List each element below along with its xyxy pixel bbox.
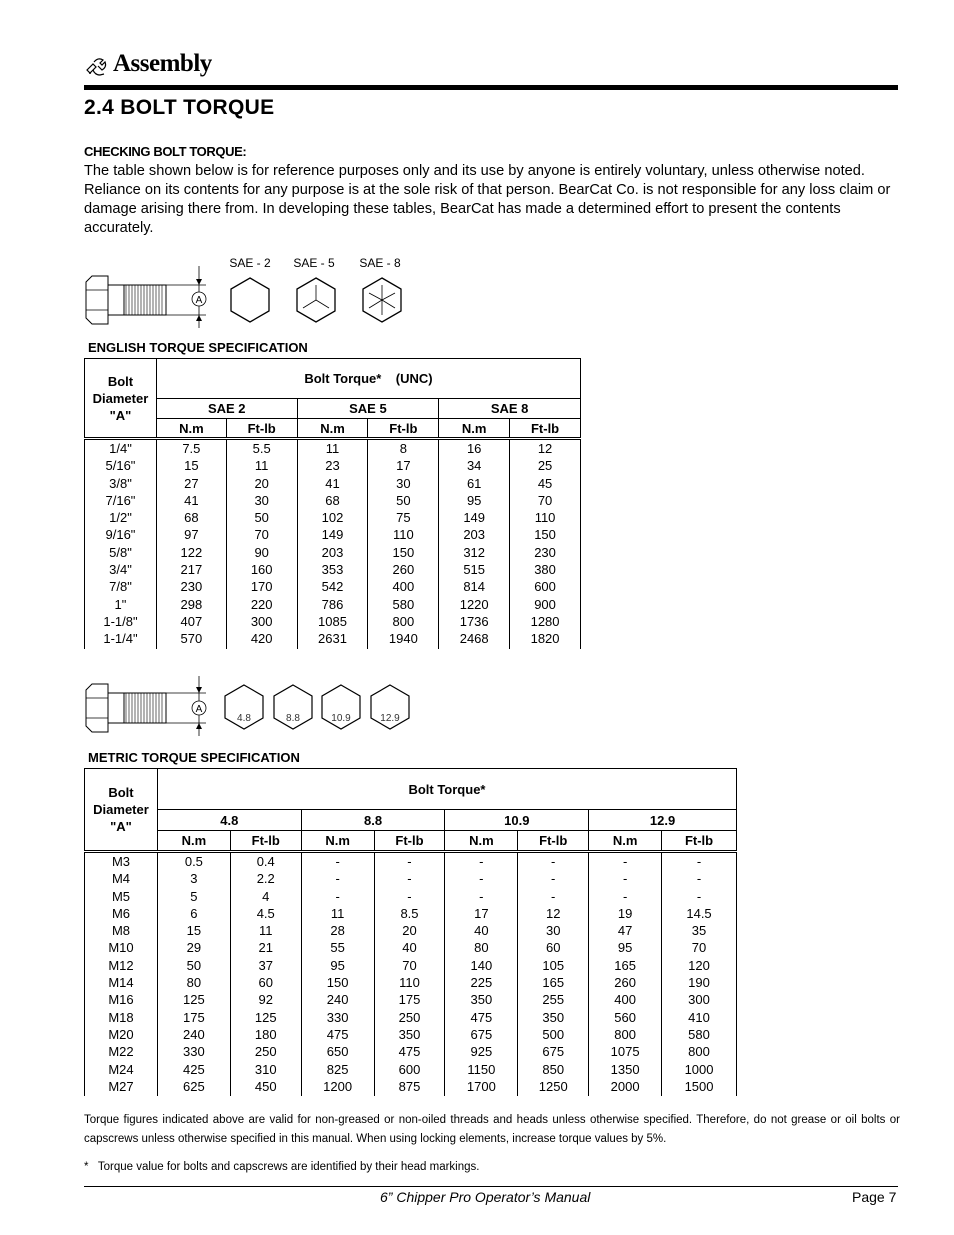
- torque-value-cell: 310: [254, 1061, 277, 1077]
- metric-table-label: METRIC TORQUE SPECIFICATION: [88, 750, 300, 765]
- torque-value-cell: 600: [534, 579, 556, 595]
- torque-value-cell: 475: [326, 1026, 349, 1042]
- torque-value-cell: 2631: [318, 631, 347, 647]
- torque-value-cell: 0.5: [184, 854, 203, 869]
- torque-value-cell: 150: [392, 544, 415, 560]
- torque-value-cell: 5: [190, 888, 198, 904]
- bolt-size-cell: M24: [108, 1061, 134, 1077]
- torque-value-cell: 70: [691, 940, 707, 956]
- torque-value-cell: 800: [614, 1026, 636, 1042]
- torque-value-cell: 230: [534, 544, 556, 560]
- torque-value-cell: 1085: [318, 613, 347, 629]
- unit-header: N.m: [589, 831, 662, 852]
- data-column: [510, 439, 581, 649]
- grade-header-row: [85, 810, 737, 831]
- english-bolt-diagram: [80, 252, 440, 332]
- bolt-size-cell: M14: [108, 975, 134, 991]
- unit-header: Ft-lb: [374, 831, 445, 852]
- torque-value-cell: 650: [326, 1044, 349, 1060]
- torque-value-cell: -: [622, 854, 628, 869]
- torque-value-cell: 17: [474, 905, 489, 921]
- torque-value-cell: -: [622, 888, 628, 904]
- torque-value-cell: 500: [542, 1026, 565, 1042]
- grade-header: 12.9: [589, 810, 737, 831]
- torque-value-cell: 675: [470, 1026, 493, 1042]
- unit-header: N.m: [297, 419, 368, 439]
- torque-value-cell: 925: [470, 1044, 493, 1060]
- torque-value-cell: 50: [396, 492, 411, 508]
- torque-value-cell: 350: [470, 992, 493, 1008]
- grade-header: SAE 8: [439, 399, 581, 419]
- torque-value-cell: 8: [399, 441, 407, 456]
- bolt-size-cell: M4: [111, 871, 130, 887]
- unit-header: N.m: [439, 419, 510, 439]
- torque-value-cell: 17: [396, 458, 411, 474]
- data-column: [518, 852, 589, 1097]
- torque-value-cell: 542: [321, 579, 344, 595]
- torque-value-cell: -: [335, 854, 340, 869]
- subheading: CHECKING BOLT TORQUE:: [84, 144, 247, 159]
- grade-header: SAE 2: [156, 399, 297, 419]
- torque-value-cell: 27: [184, 475, 199, 491]
- bolt-torque-header: Bolt Torque* (UNC): [156, 359, 580, 399]
- torque-value-cell: 580: [688, 1026, 710, 1042]
- torque-value-cell: -: [551, 888, 556, 904]
- torque-value-cell: 90: [254, 544, 269, 560]
- torque-value-cell: 140: [470, 957, 493, 973]
- torque-value-cell: 125: [183, 992, 205, 1008]
- torque-value-cell: -: [696, 854, 702, 869]
- torque-value-cell: 260: [614, 975, 636, 991]
- bolt-size-cell: M27: [108, 1078, 134, 1094]
- torque-value-cell: 380: [534, 562, 556, 578]
- head-marking-footnote: * Torque value for bolts and capscrews are identified by their head markings.: [84, 1161, 480, 1173]
- torque-value-cell: 675: [542, 1044, 565, 1060]
- torque-value-cell: 11: [258, 923, 273, 939]
- torque-value-cell: -: [696, 888, 702, 904]
- torque-value-cell: 8.5: [400, 905, 419, 921]
- bolt-size-cell: 1-1/8": [103, 613, 138, 629]
- torque-value-cell: 1200: [323, 1078, 353, 1094]
- torque-value-cell: 1220: [459, 596, 489, 612]
- torque-value-cell: 11: [330, 905, 345, 921]
- torque-value-cell: -: [407, 871, 412, 887]
- data-column: [445, 852, 518, 1097]
- torque-value-cell: 68: [184, 510, 199, 526]
- grade-header: SAE 5: [297, 399, 439, 419]
- bolt-torque-header: Bolt Torque*: [157, 769, 736, 810]
- unit-header: N.m: [445, 831, 518, 852]
- bolt-size-cell: 1": [114, 596, 127, 612]
- torque-value-cell: -: [335, 888, 340, 904]
- torque-value-cell: 25: [537, 458, 553, 474]
- torque-value-cell: 515: [463, 562, 486, 578]
- manual-title: 6” Chipper Pro Operator’s Manual: [380, 1189, 591, 1205]
- torque-value-cell: 475: [398, 1044, 421, 1060]
- torque-value-cell: 97: [184, 527, 199, 543]
- torque-value-cell: 225: [470, 975, 493, 991]
- torque-value-cell: 23: [325, 458, 340, 474]
- torque-value-cell: 61: [466, 475, 482, 491]
- grade-header: 10.9: [445, 810, 589, 831]
- bolt-diameter-header: Bolt Diameter "A": [85, 359, 157, 439]
- bolt-size-cell: M8: [111, 923, 130, 939]
- bolt-size-cell: M18: [108, 1009, 134, 1025]
- torque-value-cell: 1250: [538, 1078, 568, 1094]
- torque-value-cell: 12: [537, 441, 553, 456]
- intro-paragraph: The table shown below is for reference purposes only and its use by anyone is entirely voluntary, unless otherwise noted. Reliance on its contents for any purpose is at the sole risk of that person. BearCat Co. is not responsible for any loss claim or damage arising there from. In developing these tables, BearCat has made a determined effort to present the contents accurately.: [84, 163, 891, 236]
- header-rule: [84, 85, 898, 90]
- torque-value-cell: 330: [183, 1044, 205, 1060]
- torque-value-cell: 16: [466, 441, 482, 456]
- torque-value-cell: -: [622, 871, 628, 887]
- data-column: [368, 439, 439, 649]
- torque-value-cell: 160: [250, 562, 273, 578]
- torque-value-cell: 825: [326, 1061, 349, 1077]
- torque-value-cell: 70: [254, 527, 269, 543]
- torque-value-cell: 570: [180, 631, 203, 647]
- torque-value-cell: 353: [321, 562, 344, 578]
- torque-value-cell: 20: [254, 475, 269, 491]
- bolt-size-cell: M12: [108, 957, 134, 973]
- torque-value-cell: -: [479, 871, 484, 887]
- torque-value-cell: 1280: [530, 613, 560, 629]
- grade-4-8-mark: 4.8: [237, 713, 251, 724]
- torque-value-cell: 3: [190, 871, 198, 887]
- torque-value-cell: 75: [396, 510, 411, 526]
- torque-value-cell: 47: [617, 923, 633, 939]
- torque-value-cell: 2468: [459, 631, 489, 647]
- torque-value-cell: -: [407, 888, 412, 904]
- torque-value-cell: 240: [326, 992, 349, 1008]
- header-section-title: Assembly: [113, 50, 212, 77]
- grade-header: 4.8: [157, 810, 301, 831]
- torque-value-cell: 150: [534, 527, 556, 543]
- bolt-size-cell: 1-1/4": [103, 631, 138, 647]
- torque-value-cell: -: [696, 871, 702, 887]
- torque-value-cell: 102: [321, 510, 344, 526]
- torque-value-cell: 407: [180, 613, 203, 629]
- torque-value-cell: 475: [470, 1009, 493, 1025]
- torque-value-cell: 298: [180, 596, 203, 612]
- torque-value-cell: 400: [392, 579, 415, 595]
- torque-value-cell: 40: [474, 923, 489, 939]
- bolt-size-cell: M6: [111, 905, 130, 921]
- torque-value-cell: 122: [180, 544, 203, 560]
- torque-value-cell: 120: [688, 957, 710, 973]
- unit-header-row: [85, 419, 581, 439]
- torque-value-cell: 0.4: [256, 854, 275, 869]
- wrench-hand-icon: [84, 56, 108, 78]
- torque-value-cell: 800: [688, 1044, 710, 1060]
- torque-note: Torque figures indicated above are valid for non-greased or non-oiled threads and heads unless otherwise specified. Therefore, do not grease or oil bolts or capscrews unless otherwise specified in this manual. When using locking elements, increase torque values by 5%.: [84, 1114, 900, 1145]
- torque-value-cell: 175: [398, 992, 421, 1008]
- torque-value-cell: 800: [392, 613, 415, 629]
- torque-value-cell: 35: [691, 923, 707, 939]
- torque-value-cell: 1075: [610, 1044, 640, 1060]
- grade-8-8-mark: 8.8: [286, 713, 300, 724]
- sae2-label: SAE - 2: [229, 256, 271, 270]
- bolt-size-cell: M16: [108, 992, 134, 1008]
- torque-value-cell: 70: [402, 957, 417, 973]
- torque-value-cell: 14.5: [686, 905, 712, 921]
- torque-value-cell: 203: [463, 527, 486, 543]
- bolt-size-cell: M10: [108, 940, 134, 956]
- bolt-size-cell: 5/8": [109, 544, 132, 560]
- bolt-size-cell: M3: [111, 854, 130, 869]
- torque-value-cell: 80: [474, 940, 489, 956]
- data-column: [157, 852, 230, 1097]
- bolt-size-cell: M20: [108, 1026, 134, 1042]
- torque-value-cell: 55: [330, 940, 345, 956]
- torque-value-cell: -: [335, 871, 340, 887]
- torque-value-cell: 28: [330, 923, 345, 939]
- torque-value-cell: 1000: [684, 1061, 714, 1077]
- grade-header-row: [85, 399, 581, 419]
- torque-value-cell: 95: [466, 492, 482, 508]
- data-column: [85, 852, 158, 1097]
- torque-value-cell: 1150: [467, 1061, 496, 1077]
- bolt-size-cell: M22: [108, 1044, 134, 1060]
- torque-value-cell: -: [551, 871, 556, 887]
- torque-value-cell: 217: [180, 562, 203, 578]
- page-number: Page 7: [852, 1189, 897, 1205]
- torque-value-cell: 875: [398, 1078, 421, 1094]
- metric-bolt-diagram: [80, 674, 440, 738]
- torque-value-cell: 11: [254, 458, 269, 474]
- bolt-size-cell: 9/16": [105, 527, 136, 543]
- bolt-size-cell: 3/4": [109, 562, 132, 578]
- torque-value-cell: 95: [330, 957, 345, 973]
- torque-value-cell: 2.2: [256, 871, 275, 887]
- bolt-diameter-header: Bolt Diameter "A": [85, 769, 158, 852]
- torque-value-cell: 50: [186, 957, 202, 973]
- torque-value-cell: 50: [254, 510, 269, 526]
- sae5-label: SAE - 5: [293, 256, 335, 270]
- torque-value-cell: 450: [254, 1078, 277, 1094]
- grade-header: 8.8: [301, 810, 445, 831]
- bolt-size-cell: M5: [111, 888, 130, 904]
- torque-value-cell: 600: [398, 1061, 421, 1077]
- torque-value-cell: 250: [398, 1009, 421, 1025]
- unit-header: N.m: [156, 419, 226, 439]
- torque-value-cell: 30: [254, 492, 269, 508]
- sae8-label: SAE - 8: [359, 256, 401, 270]
- torque-value-cell: 45: [537, 475, 553, 491]
- data-column: [230, 852, 301, 1097]
- torque-value-cell: -: [479, 888, 484, 904]
- torque-value-cell: -: [407, 854, 412, 869]
- torque-value-cell: 1820: [530, 631, 560, 647]
- torque-value-cell: 165: [614, 957, 636, 973]
- data-column: [85, 439, 157, 649]
- torque-value-cell: 110: [534, 510, 556, 526]
- torque-value-cell: -: [479, 854, 484, 869]
- torque-value-cell: -: [551, 854, 556, 869]
- bolt-size-cell: 1/2": [109, 510, 132, 526]
- torque-value-cell: 30: [545, 923, 561, 939]
- torque-value-cell: 1350: [610, 1061, 640, 1077]
- torque-value-cell: 560: [614, 1009, 636, 1025]
- torque-value-cell: 312: [463, 544, 486, 560]
- data-column: [156, 439, 226, 649]
- torque-value-cell: 7.5: [182, 441, 201, 456]
- unit-header: Ft-lb: [518, 831, 589, 852]
- torque-value-cell: 40: [402, 940, 417, 956]
- torque-value-cell: 1500: [684, 1078, 714, 1094]
- torque-value-cell: 203: [321, 544, 344, 560]
- torque-value-cell: 41: [325, 475, 340, 491]
- bolt-size-cell: 1/4": [109, 441, 132, 456]
- unit-header-row: [85, 831, 737, 852]
- torque-value-cell: 410: [688, 1009, 710, 1025]
- footer-rule: [84, 1186, 898, 1187]
- torque-value-cell: 37: [258, 957, 273, 973]
- torque-value-cell: 625: [183, 1078, 205, 1094]
- torque-value-cell: 300: [688, 992, 710, 1008]
- torque-value-cell: 41: [184, 492, 199, 508]
- diagram-callout: A: [195, 704, 203, 715]
- english-data-body: [85, 439, 581, 649]
- torque-value-cell: 149: [321, 527, 344, 543]
- torque-value-cell: 350: [542, 1009, 565, 1025]
- torque-value-cell: 330: [326, 1009, 349, 1025]
- torque-value-cell: 15: [184, 458, 199, 474]
- english-table-label: ENGLISH TORQUE SPECIFICATION: [88, 340, 308, 355]
- bolt-size-cell: 7/16": [105, 492, 136, 508]
- unit-header: Ft-lb: [662, 831, 737, 852]
- torque-value-cell: 814: [463, 579, 486, 595]
- data-column: [439, 439, 510, 649]
- torque-value-cell: 60: [545, 940, 561, 956]
- torque-value-cell: 20: [402, 923, 417, 939]
- torque-value-cell: 95: [617, 940, 633, 956]
- torque-value-cell: 220: [250, 596, 273, 612]
- unit-header: Ft-lb: [510, 419, 581, 439]
- data-column: [662, 852, 737, 1097]
- torque-value-cell: 240: [183, 1026, 205, 1042]
- torque-value-cell: 190: [688, 975, 710, 991]
- torque-value-cell: 850: [542, 1061, 565, 1077]
- torque-value-cell: 110: [392, 527, 414, 543]
- torque-value-cell: 2000: [610, 1078, 640, 1094]
- metric-data-body: [85, 852, 737, 1097]
- torque-value-cell: 21: [258, 940, 273, 956]
- torque-value-cell: 80: [186, 975, 202, 991]
- torque-value-cell: 1700: [466, 1078, 496, 1094]
- torque-value-cell: 165: [542, 975, 565, 991]
- torque-value-cell: 420: [250, 631, 273, 647]
- unit-header: Ft-lb: [368, 419, 439, 439]
- torque-value-cell: 400: [614, 992, 636, 1008]
- torque-value-cell: 170: [250, 579, 273, 595]
- torque-value-cell: 12: [545, 905, 561, 921]
- english-torque-table: [84, 358, 581, 649]
- torque-value-cell: 60: [258, 975, 273, 991]
- torque-value-cell: 180: [254, 1026, 277, 1042]
- torque-value-cell: 105: [542, 957, 565, 973]
- data-column: [301, 852, 374, 1097]
- torque-value-cell: 19: [617, 905, 633, 921]
- torque-value-cell: 350: [398, 1026, 421, 1042]
- unit-header: Ft-lb: [230, 831, 301, 852]
- torque-value-cell: 149: [463, 510, 486, 526]
- torque-value-cell: 34: [466, 458, 482, 474]
- unit-header: N.m: [157, 831, 230, 852]
- bolt-size-cell: 7/8": [109, 579, 132, 595]
- grade-10-9-mark: 10.9: [331, 713, 351, 724]
- torque-value-cell: 29: [186, 940, 202, 956]
- torque-value-cell: 255: [542, 992, 565, 1008]
- torque-value-cell: 5.5: [252, 441, 271, 456]
- torque-value-cell: 425: [183, 1061, 205, 1077]
- torque-value-cell: 70: [537, 492, 553, 508]
- unit-header: N.m: [301, 831, 374, 852]
- torque-value-cell: 11: [325, 441, 340, 456]
- torque-value-cell: 1736: [459, 613, 489, 629]
- torque-value-cell: 300: [250, 613, 273, 629]
- torque-value-cell: 230: [180, 579, 203, 595]
- torque-value-cell: 900: [534, 596, 556, 612]
- torque-value-cell: 125: [254, 1009, 277, 1025]
- torque-value-cell: 68: [325, 492, 340, 508]
- torque-value-cell: 1940: [388, 631, 418, 647]
- metric-torque-table: [84, 768, 737, 1096]
- data-column: [226, 439, 297, 649]
- torque-value-cell: 15: [186, 923, 202, 939]
- torque-value-cell: 4.5: [256, 905, 275, 921]
- grade-12-9-mark: 12.9: [380, 713, 400, 724]
- torque-value-cell: 250: [254, 1044, 277, 1060]
- torque-value-cell: 6: [190, 905, 198, 921]
- data-column: [374, 852, 445, 1097]
- torque-value-cell: 30: [396, 475, 411, 491]
- bolt-size-cell: 5/16": [105, 458, 136, 474]
- torque-value-cell: 92: [258, 992, 273, 1008]
- data-column: [589, 852, 662, 1097]
- torque-value-cell: 110: [399, 975, 420, 991]
- unit-header: Ft-lb: [226, 419, 297, 439]
- page-title: 2.4 BOLT TORQUE: [84, 96, 275, 119]
- torque-value-cell: 786: [321, 596, 344, 612]
- torque-value-cell: 4: [262, 888, 270, 904]
- torque-value-cell: 260: [392, 562, 415, 578]
- diagram-callout: A: [195, 295, 203, 306]
- torque-value-cell: 580: [392, 596, 415, 612]
- torque-value-cell: 175: [183, 1009, 205, 1025]
- torque-value-cell: 150: [326, 975, 349, 991]
- data-column: [297, 439, 368, 649]
- bolt-size-cell: 3/8": [109, 475, 132, 491]
